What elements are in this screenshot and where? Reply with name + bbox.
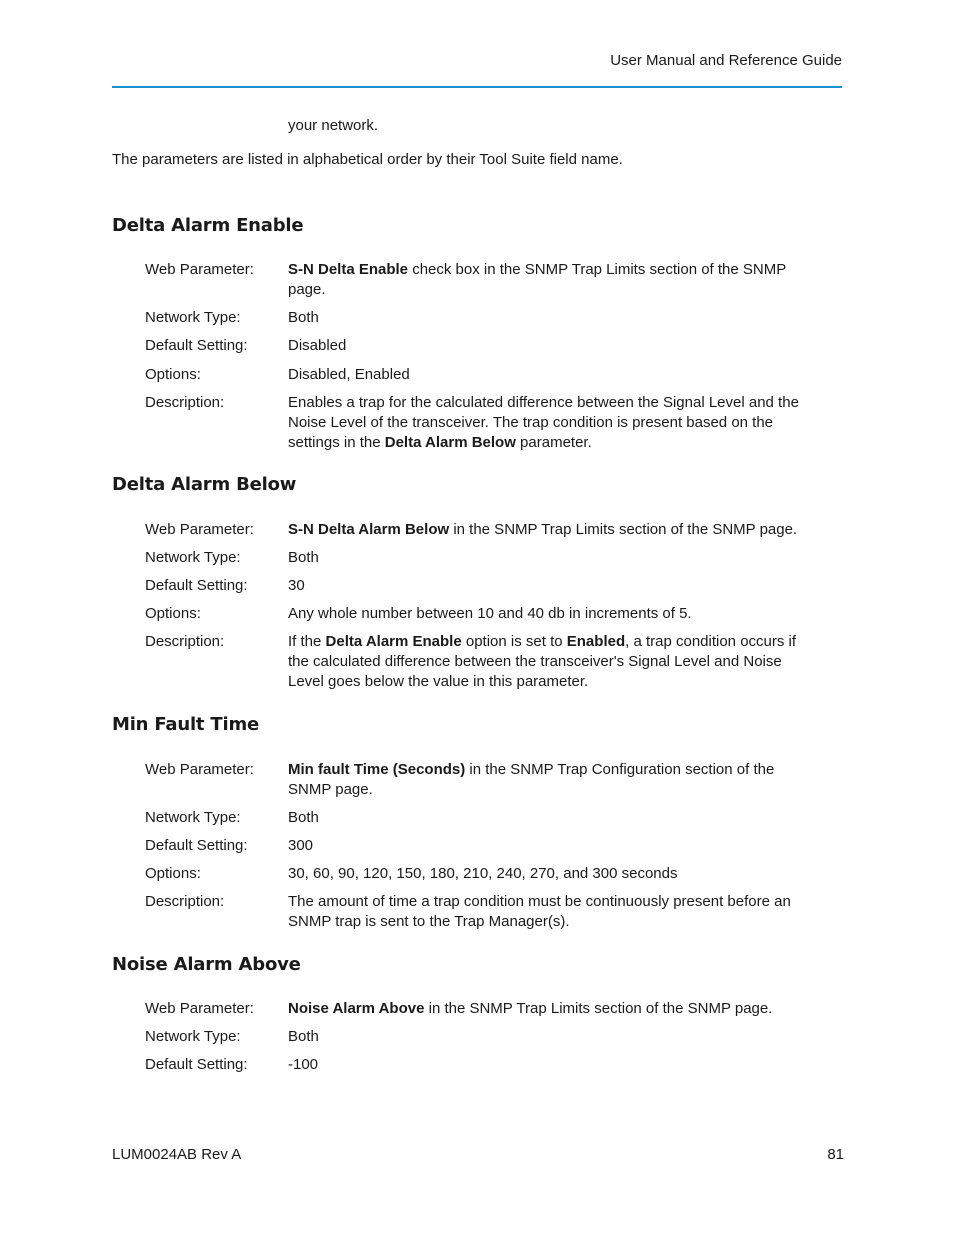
param-value <box>288 1027 815 1047</box>
param-label: Network Type: <box>145 1028 241 1045</box>
text-run: 300 <box>288 837 314 854</box>
text-run: -100 <box>288 1056 319 1073</box>
page-number: 81 <box>827 1146 844 1163</box>
param-value <box>288 308 815 328</box>
param-label: Web Parameter: <box>145 761 254 778</box>
header-divider <box>112 86 842 88</box>
param-value <box>288 760 815 800</box>
text-run: option is set to <box>461 633 567 650</box>
param-label: Default Setting: <box>145 837 248 854</box>
param-label: Default Setting: <box>145 337 248 354</box>
bold-term: S-N Delta Alarm Below <box>288 521 450 538</box>
param-row <box>145 365 815 385</box>
param-label: Web Parameter: <box>145 1000 254 1017</box>
param-row <box>145 1055 815 1075</box>
param-row <box>145 808 815 828</box>
param-label: Web Parameter: <box>145 521 254 538</box>
param-label: Description: <box>145 394 225 411</box>
intro-paragraph: The parameters are listed in alphabetical order by their Tool Suite field name. <box>112 151 623 168</box>
param-value <box>288 393 815 453</box>
text-run: Both <box>288 1028 319 1045</box>
section-title: Min Fault Time <box>112 714 260 735</box>
section-title: Delta Alarm Below <box>112 474 297 495</box>
footer-doc-id: LUM0024AB Rev A <box>112 1146 242 1163</box>
text-run: 30 <box>288 577 305 594</box>
text-run: Both <box>288 309 319 326</box>
param-row <box>145 520 815 540</box>
param-label: Description: <box>145 893 225 910</box>
param-value <box>288 892 815 932</box>
text-run: in the SNMP Trap Limits section of the SNMP page. <box>449 521 798 538</box>
param-label: Description: <box>145 633 225 650</box>
text-run: Disabled, Enabled <box>288 366 410 383</box>
param-label: Web Parameter: <box>145 261 254 278</box>
continued-text: your network. <box>288 117 379 134</box>
param-row <box>145 604 815 624</box>
text-run: The amount of time a trap condition must be continuously present before an SNMP trap is sent to the Trap Manager(s). <box>288 893 791 930</box>
text-run: If the <box>288 633 326 650</box>
param-value <box>288 520 815 540</box>
param-row <box>145 632 815 692</box>
text-run: 30, 60, 90, 120, 150, 180, 210, 240, 270, and 300 seconds <box>288 865 678 882</box>
param-row <box>145 892 815 932</box>
param-row <box>145 999 815 1019</box>
param-label: Network Type: <box>145 809 241 826</box>
param-value <box>288 808 815 828</box>
param-row <box>145 864 815 884</box>
text-run: check box in the SNMP Trap Limits section of the SNMP page. <box>288 261 786 298</box>
param-label: Options: <box>145 366 201 383</box>
param-row <box>145 308 815 328</box>
bold-term: S-N Delta Enable <box>288 261 409 278</box>
param-value <box>288 576 815 596</box>
param-value <box>288 1055 815 1075</box>
bold-term: Noise Alarm Above <box>288 1000 425 1017</box>
param-value <box>288 999 815 1019</box>
text-run: Both <box>288 809 319 826</box>
bold-term: Delta Alarm Enable <box>325 633 462 650</box>
bold-term: Min fault Time (Seconds) <box>288 761 466 778</box>
param-row <box>145 260 815 300</box>
param-row <box>145 760 815 800</box>
param-row <box>145 836 815 856</box>
param-value <box>288 632 815 692</box>
param-label: Network Type: <box>145 549 241 566</box>
param-label: Network Type: <box>145 309 241 326</box>
text-run: in the SNMP Trap Configuration section of the SNMP page. <box>288 761 775 798</box>
text-run: parameter. <box>515 434 592 451</box>
text-run: Disabled <box>288 337 347 354</box>
param-label: Options: <box>145 605 201 622</box>
bold-term: Delta Alarm Below <box>384 434 516 451</box>
running-header: User Manual and Reference Guide <box>610 52 842 69</box>
param-value <box>288 836 815 856</box>
text-run: Any whole number between 10 and 40 db in increments of 5. <box>288 605 692 622</box>
param-label: Options: <box>145 865 201 882</box>
param-row <box>145 1027 815 1047</box>
param-value <box>288 365 815 385</box>
text-run: in the SNMP Trap Limits section of the SNMP page. <box>424 1000 773 1017</box>
text-run: Enables a trap for the calculated difference between the Signal Level and the Noise Level of the transceiver. The trap condition is present based on the settings in the <box>288 394 799 451</box>
param-label: Default Setting: <box>145 577 248 594</box>
param-row <box>145 548 815 568</box>
section-title: Delta Alarm Enable <box>112 215 304 236</box>
param-value <box>288 548 815 568</box>
param-row <box>145 393 815 453</box>
param-value <box>288 864 815 884</box>
param-value <box>288 260 815 300</box>
param-value <box>288 604 815 624</box>
section-title: Noise Alarm Above <box>112 954 301 975</box>
text-run: , a trap condition occurs if the calculated difference between the transceiver's Signal Level and Noise Level goes below the value in this parameter. <box>288 633 797 690</box>
param-label: Default Setting: <box>145 1056 248 1073</box>
text-run: Both <box>288 549 319 566</box>
param-row <box>145 336 815 356</box>
param-value <box>288 336 815 356</box>
param-row <box>145 576 815 596</box>
bold-term: Enabled <box>566 633 626 650</box>
